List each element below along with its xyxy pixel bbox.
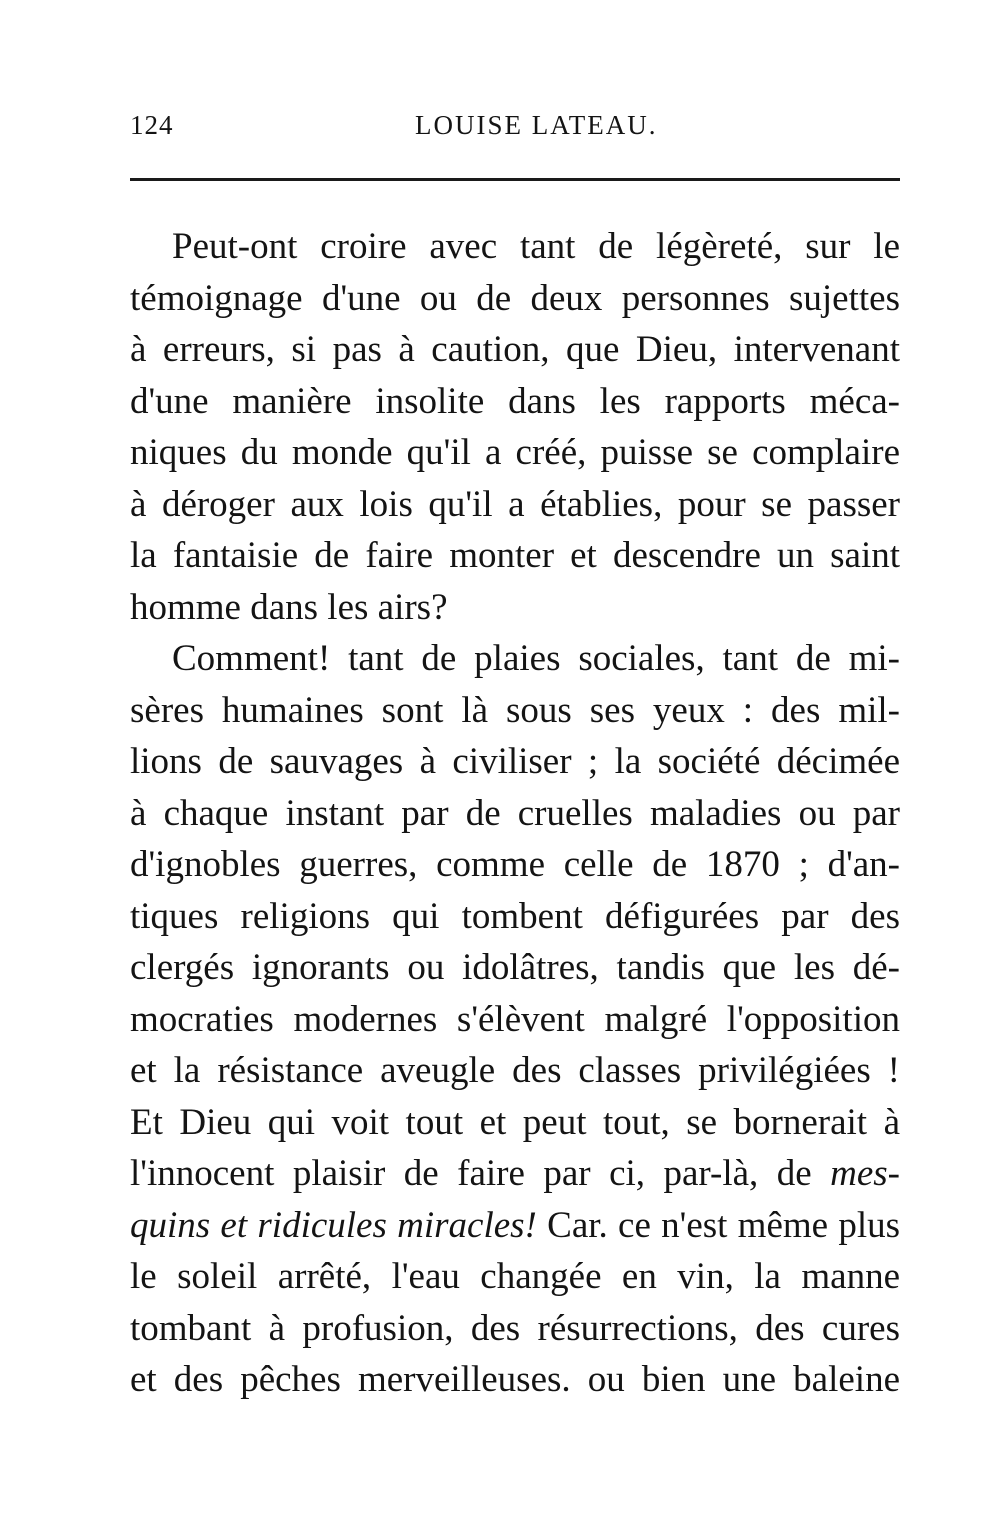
text-line: et des pêches merveilleuses. ou bien une baleine (130, 1359, 900, 1400)
text-line: Peut-ont croire avec tant de légèreté, sur le (172, 226, 900, 267)
text-line: la fantaisie de faire monter et descendre un saint (130, 535, 900, 576)
italic-segment: quins et ridicules miracles! (130, 1204, 537, 1246)
body-text (130, 221, 900, 1406)
text-line: le soleil arrêté, l'eau changée en vin, la manne (130, 1256, 900, 1297)
page-header (130, 110, 900, 150)
text-line: clergés ignorants ou idolâtres, tandis que les dé- (130, 947, 900, 988)
italic-segment: mes- (830, 1153, 901, 1194)
running-title: LOUISE LATEAU. (415, 110, 658, 140)
text-line: tombant à profusion, des résurrections, des cures (130, 1307, 900, 1349)
text-line: niques du monde qu'il a créé, puisse se complaire (130, 432, 900, 473)
text-line: témoignage d'une ou de deux personnes sujettes (130, 277, 900, 319)
text-line: d'ignobles guerres, comme celle de 1870 ; d'an- (130, 844, 900, 885)
text-line: lions de sauvages à civiliser ; la société décimée (130, 741, 900, 782)
text-line (130, 1200, 900, 1252)
text-line (130, 1148, 900, 1200)
text-line: à déroger aux lois qu'il a établies, pour se passer (130, 483, 900, 525)
text-line: tiques religions qui tombent défigurées par des (130, 895, 900, 937)
text-line: Et Dieu qui voit tout et peut tout, se bornerait à (130, 1101, 900, 1143)
text-line: Comment! tant de plaies sociales, tant de mi- (172, 638, 900, 679)
text-line: et la résistance aveugle des classes privilégiées ! (130, 1050, 900, 1091)
text-line: mocraties modernes s'élèvent malgré l'opposition (130, 998, 900, 1040)
text-line: homme dans les airs? (130, 586, 448, 628)
text-segment: Car. ce n'est même plus (547, 1204, 901, 1246)
text-line: à chaque instant par de cruelles maladies ou par (130, 792, 900, 834)
header-rule (130, 178, 900, 181)
text-segment: l'innocent plaisir de faire par ci, par-là, de (130, 1153, 812, 1194)
text-line: à erreurs, si pas à caution, que Dieu, intervenant (130, 329, 900, 370)
page-number: 124 (130, 110, 174, 140)
text-line: d'une manière insolite dans les rapports méca- (130, 380, 900, 422)
text-line: sères humaines sont là sous ses yeux : des mil- (130, 689, 900, 731)
